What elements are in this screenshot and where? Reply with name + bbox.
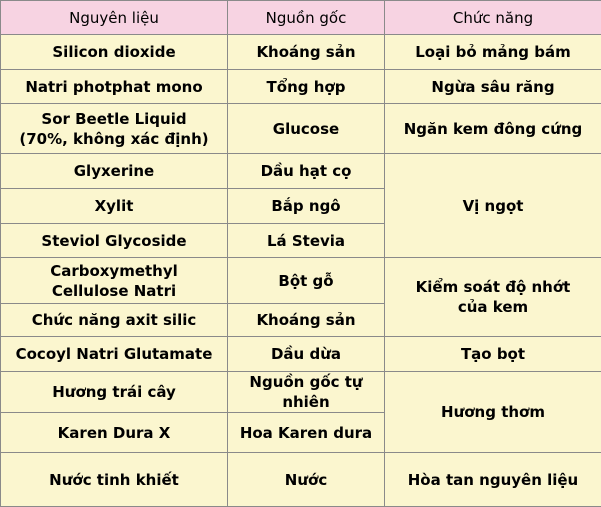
table-row (1, 70, 601, 104)
header-source: Nguồn gốc (228, 1, 385, 35)
table-row (1, 258, 601, 304)
function-cell-merged (385, 258, 601, 337)
ingredient-cell: Glyxerine (1, 154, 228, 189)
source-cell: Hoa Karen dura (228, 413, 385, 453)
table-row (1, 453, 601, 507)
table-row (1, 35, 601, 70)
function-cell: Ngăn kem đông cứng (385, 104, 601, 154)
source-cell: Bột gỗ (228, 258, 385, 304)
ingredient-cell: Cocoyl Natri Glutamate (1, 337, 228, 372)
ingredient-line-1: Sor Beetle Liquid (5, 109, 223, 129)
header-ingredient: Nguyên liệu (1, 1, 228, 35)
ingredient-line-2: (70%, không xác định) (5, 129, 223, 149)
function-cell-merged: Hương thơm (385, 372, 601, 453)
source-cell: Lá Stevia (228, 224, 385, 258)
source-cell: Nguồn gốc tự nhiên (228, 372, 385, 413)
source-cell: Nước (228, 453, 385, 507)
table-header-row (1, 1, 601, 35)
table-row (1, 154, 601, 189)
ingredient-cell: Xylit (1, 189, 228, 224)
ingredient-line-1: Carboxymethyl (5, 261, 223, 281)
function-cell: Ngừa sâu răng (385, 70, 601, 104)
source-cell: Dầu hạt cọ (228, 154, 385, 189)
function-line-1: Kiểm soát độ nhớt (389, 277, 597, 297)
function-cell: Hòa tan nguyên liệu (385, 453, 601, 507)
table-row (1, 337, 601, 372)
ingredient-cell: Karen Dura X (1, 413, 228, 453)
ingredient-cell: Natri photphat mono (1, 70, 228, 104)
function-line-2: của kem (389, 297, 597, 317)
source-cell: Dầu dừa (228, 337, 385, 372)
source-cell: Glucose (228, 104, 385, 154)
function-cell-merged: Vị ngọt (385, 154, 601, 258)
ingredient-cell: Hương trái cây (1, 372, 228, 413)
table-row (1, 372, 601, 413)
source-cell: Khoáng sản (228, 35, 385, 70)
source-cell: Tổng hợp (228, 70, 385, 104)
source-cell: Khoáng sản (228, 304, 385, 337)
ingredient-cell (1, 258, 228, 304)
ingredient-cell (1, 104, 228, 154)
ingredient-line-2: Cellulose Natri (5, 281, 223, 301)
table-row (1, 104, 601, 154)
function-cell: Tạo bọt (385, 337, 601, 372)
ingredient-cell: Silicon dioxide (1, 35, 228, 70)
ingredient-cell: Steviol Glycoside (1, 224, 228, 258)
ingredient-cell: Chức năng axit silic (1, 304, 228, 337)
ingredient-cell: Nước tinh khiết (1, 453, 228, 507)
header-function: Chức năng (385, 1, 601, 35)
source-cell: Bắp ngô (228, 189, 385, 224)
function-cell: Loại bỏ mảng bám (385, 35, 601, 70)
